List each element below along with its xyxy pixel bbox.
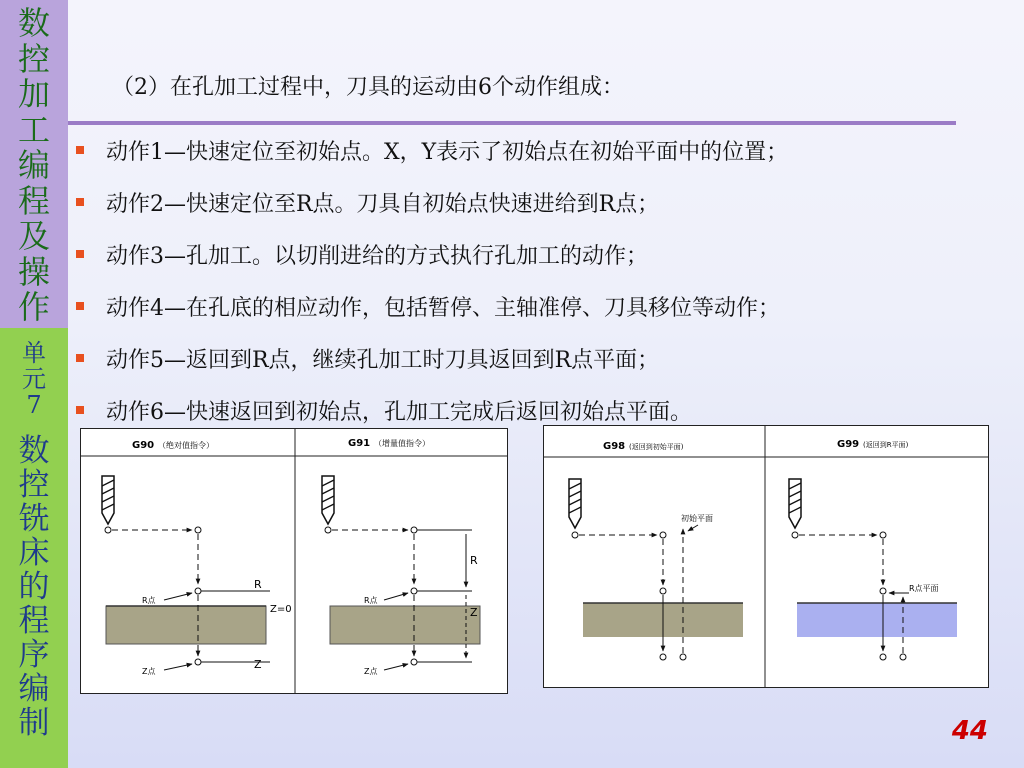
r-label: R <box>470 554 478 567</box>
page-number: 44 <box>951 716 988 746</box>
list-item-text: 动作4—在孔底的相应动作，包括暂停、主轴准停、刀具移位等动作； <box>106 295 780 321</box>
course-char: 数 <box>18 433 50 469</box>
sidebar-title-char: 加 <box>17 75 50 113</box>
diagram-g98-g99-svg <box>543 425 989 688</box>
g91-note: （增量值指令） <box>374 439 430 448</box>
g91-code: G91 <box>348 438 371 449</box>
bullet-icon <box>76 250 84 258</box>
bullet-list <box>76 124 788 436</box>
sidebar-title-char: 工 <box>17 110 50 149</box>
z-point-label: Z点 <box>364 667 378 676</box>
diagram-g98-g99 <box>543 425 989 688</box>
course-char: 制 <box>18 705 50 741</box>
course-char: 程 <box>18 603 50 639</box>
z-label: Z <box>470 606 478 619</box>
course-char: 铣 <box>18 501 50 537</box>
list-item-text: 动作1—快速定位至初始点。X，Y表示了初始点在初始平面中的位置； <box>106 139 789 165</box>
sidebar <box>0 0 68 768</box>
unit-char: 7 <box>26 391 42 419</box>
course-char: 的 <box>18 569 50 605</box>
list-item-text: 动作6—快速返回到初始点，孔加工完成后返回初始点平面。 <box>106 399 692 425</box>
sidebar-title <box>0 0 68 328</box>
unit-label <box>22 340 46 418</box>
g90-code: G90 <box>132 440 155 451</box>
diagram-g90-g91 <box>80 428 508 694</box>
unit-char: 元 <box>22 365 46 393</box>
course-char: 序 <box>18 637 50 673</box>
g98-note: (返回到初始平面) <box>629 443 684 451</box>
bullet-icon <box>76 198 84 206</box>
r-plane-label: R点平面 <box>909 584 939 593</box>
course-char: 编 <box>18 671 50 707</box>
z-point-label: Z点 <box>142 667 156 676</box>
sidebar-title-char: 数 <box>17 4 50 42</box>
sidebar-title-char: 程 <box>17 181 50 220</box>
sidebar-title-char: 操 <box>17 252 50 291</box>
g98-code: G98 <box>603 441 626 452</box>
list-item <box>76 280 788 332</box>
drill-icon <box>322 476 334 524</box>
sidebar-title-char: 控 <box>17 39 50 78</box>
z0-label: Z=0 <box>270 604 292 615</box>
course-char: 床 <box>18 535 50 571</box>
list-item <box>76 176 788 228</box>
g90-note: （绝对值指令） <box>158 441 214 450</box>
intro-text: （2）在孔加工过程中，刀具的运动由6个动作组成： <box>112 75 624 100</box>
diagram-g90-g91-svg <box>80 428 508 694</box>
list-item-text: 动作2—快速定位至R点。刀具自初始点快速进给到R点； <box>106 191 660 217</box>
bullet-icon <box>76 146 84 154</box>
list-item-text: 动作5—返回到R点，继续孔加工时刀具返回到R点平面； <box>106 347 660 373</box>
r-label: R <box>254 578 262 591</box>
sidebar-unit <box>0 328 68 768</box>
list-item <box>76 124 788 176</box>
bullet-icon <box>76 302 84 310</box>
r-point-label: R点 <box>364 596 378 605</box>
unit-char: 单 <box>22 339 46 367</box>
z-label: Z <box>254 658 262 671</box>
drill-icon <box>569 479 581 528</box>
init-plane-label: 初始平面 <box>681 514 713 523</box>
course-title <box>19 434 50 740</box>
drill-icon <box>789 479 801 528</box>
sidebar-title-char: 及 <box>17 217 50 255</box>
g99-note: (返回到R平面) <box>863 441 909 449</box>
list-item <box>76 332 788 384</box>
sidebar-title-char: 作 <box>17 288 50 326</box>
g99-code: G99 <box>837 439 860 450</box>
r-point-label: R点 <box>142 596 156 605</box>
bullet-icon <box>76 354 84 362</box>
list-item-text: 动作3—孔加工。以切削进给的方式执行孔加工的动作； <box>106 243 648 269</box>
list-item <box>76 228 788 280</box>
sidebar-title-char: 编 <box>17 146 50 184</box>
course-char: 控 <box>18 467 50 503</box>
drill-icon <box>102 476 114 524</box>
bullet-icon <box>76 406 84 414</box>
